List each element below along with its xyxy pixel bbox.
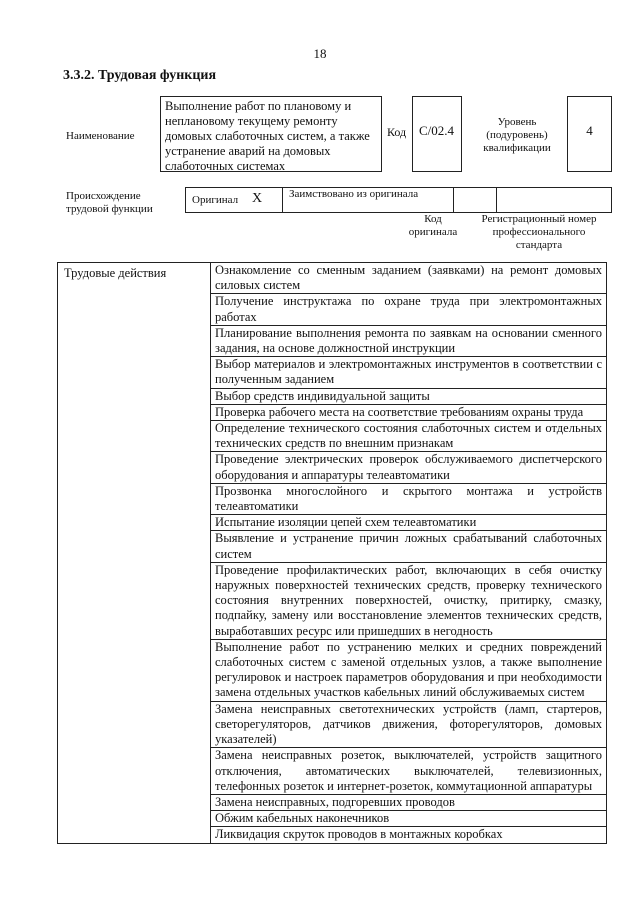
function-code-box: С/02.4	[412, 96, 462, 172]
name-label: Наименование	[66, 130, 135, 142]
code-label: Код	[387, 125, 407, 139]
list-item: Выбор материалов и электромонтажных инструментов в соответствии с полученным заданием	[211, 357, 607, 388]
list-item: Определение технического состояния слаботочных систем и отдельных технических средств по внешним признакам	[211, 421, 607, 452]
original-code-caption: Код оригинала	[408, 213, 458, 238]
page-number: 18	[313, 46, 327, 61]
work-actions-heading: Трудовые действия	[58, 263, 211, 844]
work-actions-table	[57, 262, 607, 844]
registration-number-cell	[497, 188, 611, 212]
section-title: 3.3.2. Трудовая функция	[63, 68, 217, 83]
list-item: Замена неисправных, подгоревших проводов	[211, 794, 607, 810]
list-item: Выявление и устранение причин ложных срабатываний слаботочных систем	[211, 531, 607, 562]
list-item: Ликвидация скруток проводов в монтажных коробках	[211, 827, 607, 843]
list-item: Прозвонка многослойного и скрытого монтажа и устройств телеавтоматики	[211, 483, 607, 514]
list-item: Выбор средств индивидуальной защиты	[211, 388, 607, 404]
list-item: Испытание изоляции цепей схем телеавтоматики	[211, 515, 607, 531]
original-label: Оригинал	[192, 194, 239, 206]
origin-label: Происхождение трудовой функции	[66, 190, 153, 215]
list-item: Проведение электрических проверок обслуживаемого диспетчерского оборудования и аппаратуры телеавтоматики	[211, 452, 607, 483]
list-item: Обжим кабельных наконечников	[211, 811, 607, 827]
qualification-level-label: Уровень (подуровень) квалификации	[483, 116, 551, 154]
function-name-box: Выполнение работ по плановому и неплановому текущему ремонту домовых слаботочных систем, а также устранение аварий на домовых слаботочных системах	[160, 96, 382, 172]
list-item: Планирование выполнения ремонта по заявкам на основании сменного задания, на основе должностной инструкции	[211, 325, 607, 356]
original-mark: X	[252, 191, 263, 206]
list-item: Получение инструктажа по охране труда при электромонтажных работах	[211, 294, 607, 325]
original-code-cell	[454, 188, 497, 212]
list-item: Замена неисправных розеток, выключателей, устройств защитного отключения, автоматических выключателей, телевизионных, телефонных розеток и интернет-розеток, коммутационной аппаратуры	[211, 748, 607, 795]
registration-number-caption: Регистрационный номер профессионального стандарта	[481, 213, 597, 251]
borrowed-cell	[283, 188, 454, 212]
origin-strip	[185, 187, 612, 213]
list-item: Проведение профилактических работ, включающих в себя очистку наружных поверхностей технических средств, проверку технического состояния внутренних поверхностей, очистку, притирку, смазку, подпайку, замену или восстановление элементов технических средств, выработавших ресурс или пришедших в негодность	[211, 562, 607, 639]
list-item: Замена неисправных светотехнических устройств (ламп, стартеров, светорегуляторов, датчиков движения, фоторегуляторов, домовых указателей)	[211, 701, 607, 748]
list-item: Ознакомление со сменным заданием (заявками) на ремонт домовых силовых систем	[211, 263, 607, 294]
borrowed-label: Заимствовано из оригинала	[289, 188, 419, 200]
list-item: Проверка рабочего места на соответствие требованиям охраны труда	[211, 404, 607, 420]
qualification-level-box: 4	[567, 96, 612, 172]
table-row	[58, 263, 607, 294]
original-cell	[186, 188, 283, 212]
list-item: Выполнение работ по устранению мелких и средних повреждений слаботочных систем с заменой отдельных узлов, а также выполнение регулировок и настроек параметров оборудования и при необходимости замена отдельных участков кабельных линий обслуживаемых систем	[211, 639, 607, 701]
